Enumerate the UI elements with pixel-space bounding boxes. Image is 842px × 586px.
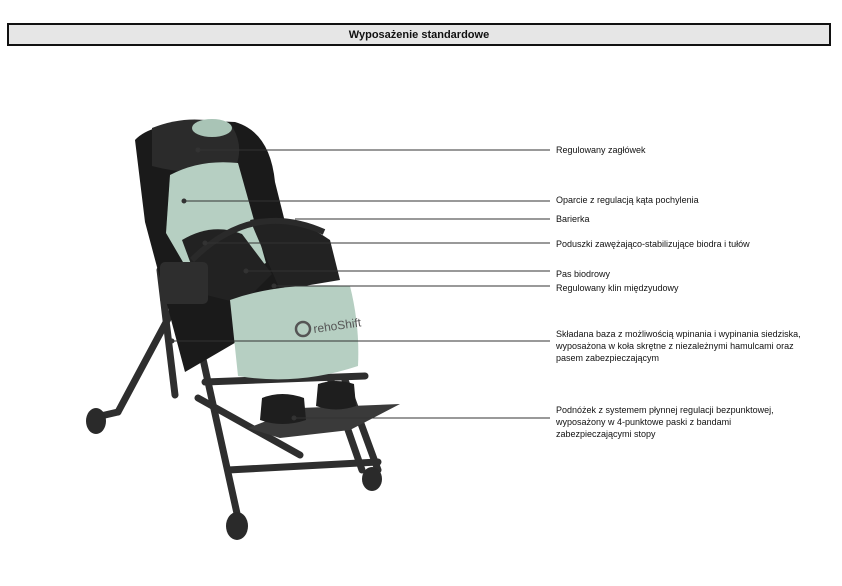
callout-footrest xyxy=(556,404,816,440)
callout-headrest: Regulowany zagłówek xyxy=(556,145,646,155)
section-title: Wyposażenie standardowe xyxy=(348,28,490,41)
footrest xyxy=(248,381,400,438)
callout-side-pads: Poduszki zawężająco-stabilizujące biodra i tułów xyxy=(556,239,750,249)
brand-logo: rehoShift xyxy=(312,315,362,336)
callout-line-text: zabezpieczającymi stopy xyxy=(556,429,656,439)
callout-bar: Barierka xyxy=(556,214,590,224)
callout-line-text: Składana baza z możliwością wpinania i wypinania siedziska, xyxy=(556,329,801,339)
callout-line-text: wyposażona w koła skrętne z niezależnymi hamulcami oraz xyxy=(556,341,794,351)
callout-abduction-wedge: Regulowany klin międzyudowy xyxy=(556,283,679,293)
callout-backrest: Oparcie z regulacją kąta pochylenia xyxy=(556,195,699,205)
callout-hip-belt: Pas biodrowy xyxy=(556,269,611,279)
callout-folding-base xyxy=(556,328,816,364)
callout-line-text: pasem zabezpieczającym xyxy=(556,353,660,363)
callout-line-text: wyposażony w 4-punktowe paski z bandami xyxy=(556,417,732,427)
callout-line-text: Podnóżek z systemem płynnej regulacji bezpunktowej, xyxy=(556,405,774,415)
